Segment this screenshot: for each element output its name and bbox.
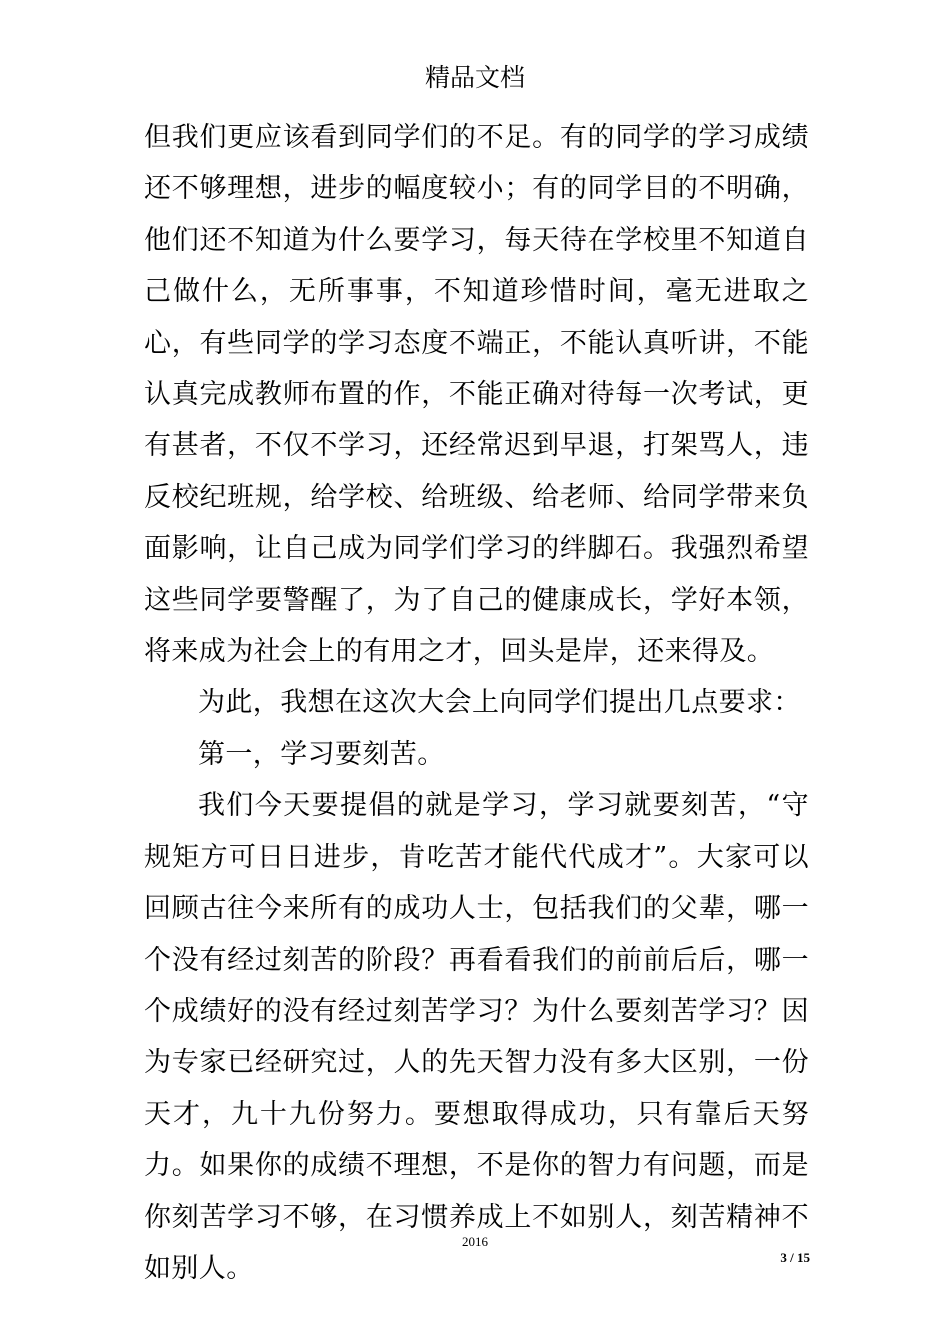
page-number: 3 / 15 xyxy=(780,1250,810,1265)
paragraph-1: 但我们更应该看到同学们的不足。有的同学的学习成绩还不够理想，进步的幅度较小；有的同学目的不明确，他们还不知道为什么要学习，每天待在学校里不知道自己做什么，无所事事，不知道珍惜时间，毫无进取之心，有些同学的学习态度不端正，不能认真听讲，不能认真完成教师布置的作，不能正确对待每一次考试，更有甚者，不仅不学习，还经常迟到早退，打架骂人，违反校纪班规，给学校、给班级、给老师、给同学带来负面影响，让自己成为同学们学习的绊脚石。我强烈希望这些同学要警醒了，为了自己的健康成长，学好本领，将来成为社会上的有用之才，回头是岸，还来得及。 xyxy=(144,122,809,668)
document-body xyxy=(144,112,809,1294)
paragraph-3: 第一，学习要刻苦。 xyxy=(198,738,445,770)
page-header-title: 精品文档 xyxy=(424,63,525,92)
paragraph-2: 为此，我想在这次大会上向同学们提出几点要求： xyxy=(198,687,801,719)
footer-year: 2016 xyxy=(462,1234,488,1249)
paragraph-4: 我们今天要提倡的就是学习，学习就要刻苦，“守规矩方可日日进步，肯吃苦才能代代成才”。大家可以回顾古往今来所有的成功人士，包括我们的父辈，哪一个没有经过刻苦的阶段？再看看我们的前前后后，哪一个成绩好的没有经过刻苦学习？为什么要刻苦学习？因为专家已经研究过，人的先天智力没有多大区别，一份天才，九十九份努力。要想取得成功，只有靠后天努力。如果你的成绩不理想，不是你的智力有问题，而是你刻苦学习不够，在习惯养成上不如别人，刻苦精神不如别人。 xyxy=(144,790,809,1284)
